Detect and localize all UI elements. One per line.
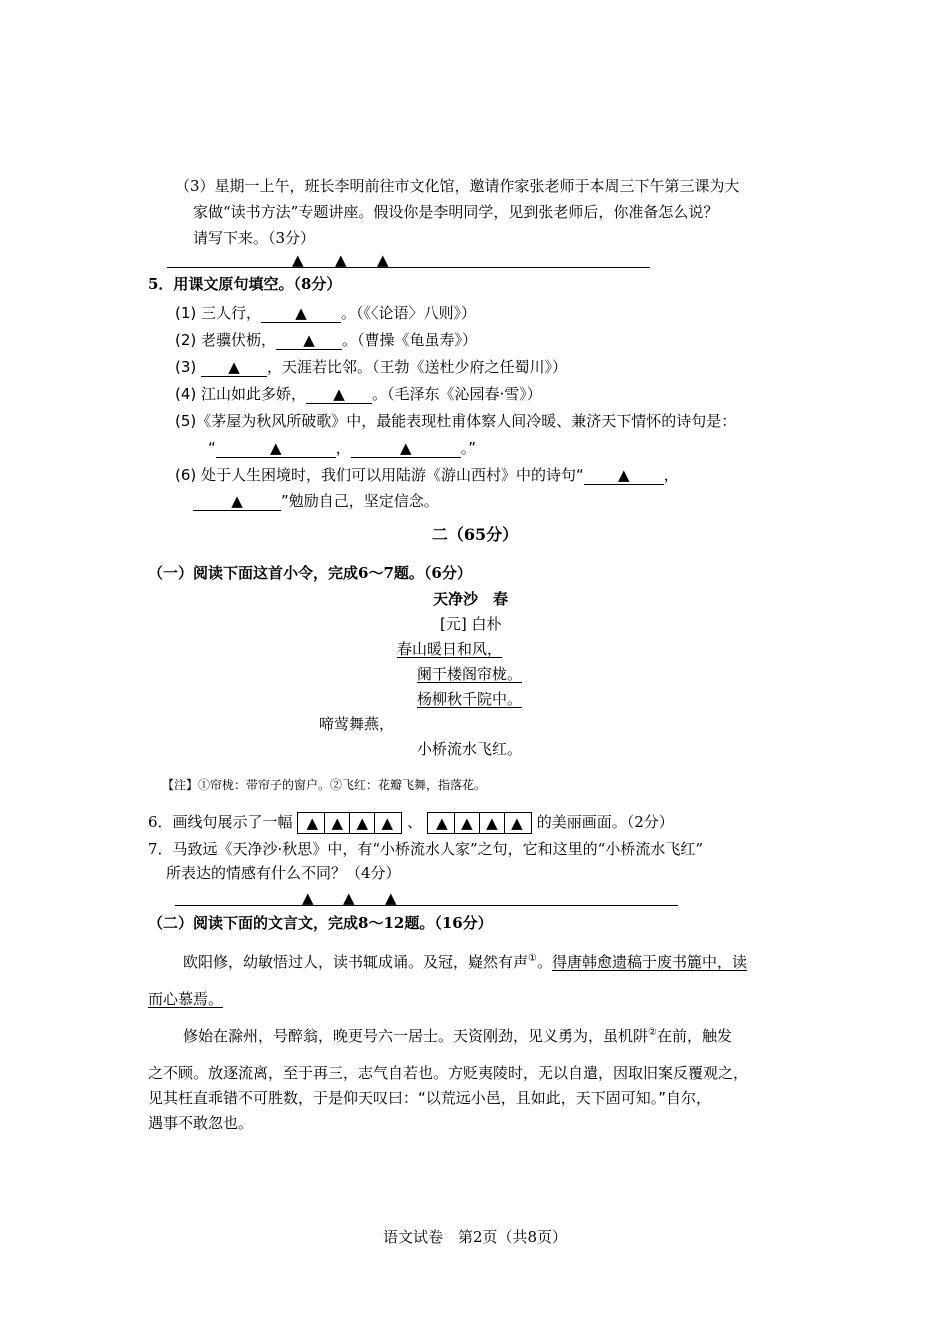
answer-box-1[interactable] <box>297 812 402 834</box>
passage-p2-line2: 之不顾。放逐流离，至于再三，志气自若也。方贬夷陵时，无以自遣，因取旧案反覆观之， <box>148 1064 749 1082</box>
answer-mark: ▲ <box>377 251 389 269</box>
poem-line-5: 小桥流水飞红。 <box>417 740 523 758</box>
q5-item-4 <box>175 383 542 405</box>
answer-mark: ▲ <box>511 814 523 832</box>
q7-line2: 所表达的情感有什么不同？（4分） <box>166 864 401 882</box>
page-footer: 语文试卷 第2页（共8页） <box>382 1228 568 1246</box>
q6 <box>148 811 674 834</box>
answer-mark: ▲ <box>381 814 394 832</box>
q5-2-text: (2) 老骥伏枥， <box>175 331 277 349</box>
q6-text: 6．画线句展示了一幅 <box>148 813 293 831</box>
poem-title: 天净沙 春 <box>433 590 509 608</box>
passage-text: 。 <box>536 953 552 971</box>
answer-box-2[interactable] <box>427 812 532 834</box>
q5-item-5-line1: (5)《茅屋为秋风所破歌》中，最能表现杜甫体察人间冷暖、兼济天下情怀的诗句是： <box>175 412 737 430</box>
poem-line-1: 春山暖日和风， <box>397 640 503 658</box>
part2-heading: （二）阅读下面的文言文，完成8～12题。（16分） <box>148 914 493 932</box>
q5-1-source: 。（《〈论语〉八则》） <box>341 304 477 322</box>
q5-3-text: (3) <box>175 358 202 376</box>
passage-p2-line3: 见其枉直乖错不可胜数，于是仰天叹曰：“以荒远小邑，且如此，天下固可知。”自尔， <box>148 1089 712 1107</box>
q4-3-line3: 请写下来。（3分） <box>193 229 316 247</box>
q5-1-text: (1) 三人行， <box>175 304 262 322</box>
poem-line-2: 阑干楼阁帘栊。 <box>417 665 523 683</box>
q5-item-6-line2 <box>193 490 439 512</box>
footnote-mark: ② <box>648 1027 657 1038</box>
q5-heading-text: 5．用课文原句填空。（8分） <box>148 275 342 293</box>
answer-mark: ▲ <box>385 889 397 907</box>
answer-mark: ▲ <box>335 251 347 269</box>
q4-3-line2: 家做“读书方法”专题讲座。假设你是李明同学，见到张老师后，你准备怎么说？ <box>193 203 719 221</box>
q5-6-text: (6) 处于人生困境时，我们可以用陆游《游山西村》中的诗句“ <box>175 466 584 484</box>
passage-text: 欧阳修，幼敏悟过人，读书辄成诵。及冠，嶷然有声 <box>183 953 529 971</box>
passage-text: 在前，触发 <box>656 1027 732 1045</box>
quote-open: “ <box>208 439 216 457</box>
quote-close: 。” <box>460 439 477 457</box>
q5-2-source: 。（曹操《龟虽寿》） <box>342 331 478 349</box>
q5-heading <box>148 273 341 295</box>
passage-text: 修始在滁州，号醉翁，晚更号六一居士。天资刚劲，见义勇为，虽机阱 <box>183 1027 649 1045</box>
comma: ， <box>335 439 351 457</box>
underlined-sentence: 得唐韩愈遗稿于废书簏中，读 <box>552 953 748 971</box>
answer-mark: ▲ <box>480 813 505 833</box>
fill-blank[interactable]: ▲ <box>261 304 341 323</box>
passage-p2-line1 <box>183 1022 732 1047</box>
answer-mark: ▲ <box>302 889 314 907</box>
q5-item-2 <box>175 329 477 351</box>
answer-mark: ▲ <box>430 813 455 833</box>
q5-item-5-line2 <box>208 437 476 459</box>
q5-3-source: ，天涯若比邻。（王勃《送杜少府之任蜀川》） <box>267 358 568 376</box>
q6-text-end: 的美丽画面。（2分） <box>536 813 674 831</box>
separator: 、 <box>407 813 423 831</box>
answer-mark: ▲ <box>325 813 350 833</box>
fill-blank[interactable]: ▲ <box>306 385 372 404</box>
q5-item-6-line1 <box>175 464 679 486</box>
answer-line-q7[interactable] <box>175 905 678 906</box>
q5-item-3 <box>175 356 567 378</box>
answer-mark: ▲ <box>300 813 325 833</box>
poem-author: [元] 白朴 <box>440 615 502 633</box>
answer-mark: ▲ <box>343 889 355 907</box>
poem-line-4: 啼莺舞燕， <box>319 715 395 733</box>
poem-note: 【注】①帘栊：带帘子的窗户。②飞红：花瓣飞舞，指落花。 <box>162 778 487 792</box>
fill-blank[interactable]: ▲ <box>201 358 267 377</box>
q5-item-1 <box>175 302 476 324</box>
answer-mark: ▲ <box>455 813 480 833</box>
section-title: 二（65分） <box>431 525 519 544</box>
passage-p1-line1 <box>183 948 747 973</box>
passage-p2-line4: 遇事不敢忽也。 <box>148 1114 254 1132</box>
answer-mark: ▲ <box>292 251 304 269</box>
poem-line-3: 杨柳秋千院中。 <box>417 690 523 708</box>
q5-4-source: 。（毛泽东《沁园春·雪》） <box>372 385 542 403</box>
part1-heading: （一）阅读下面这首小令，完成6～7题。（6分） <box>148 564 472 582</box>
footnote-mark: ① <box>528 953 537 964</box>
fill-blank[interactable]: ▲ <box>216 439 336 458</box>
comma: ， <box>663 466 679 484</box>
q4-3-line1: （3）星期一上午，班长李明前往市文化馆，邀请作家张老师于本周三下午第三课为大 <box>175 177 740 195</box>
fill-blank[interactable]: ▲ <box>193 492 281 511</box>
fill-blank[interactable]: ▲ <box>584 466 664 485</box>
q5-6-text-end: ”勉励自己，坚定信念。 <box>281 492 439 510</box>
answer-mark: ▲ <box>350 813 375 833</box>
answer-line-q4[interactable] <box>167 267 650 268</box>
q5-4-text: (4) 江山如此多娇， <box>175 385 307 403</box>
passage-p1-line2: 而心慕焉。 <box>148 990 224 1008</box>
fill-blank[interactable]: ▲ <box>351 439 461 458</box>
fill-blank[interactable]: ▲ <box>276 331 342 350</box>
q7-line1: 7．马致远《天净沙·秋思》中，有“小桥流水人家”之句，它和这里的“小桥流水飞红” <box>148 840 703 858</box>
